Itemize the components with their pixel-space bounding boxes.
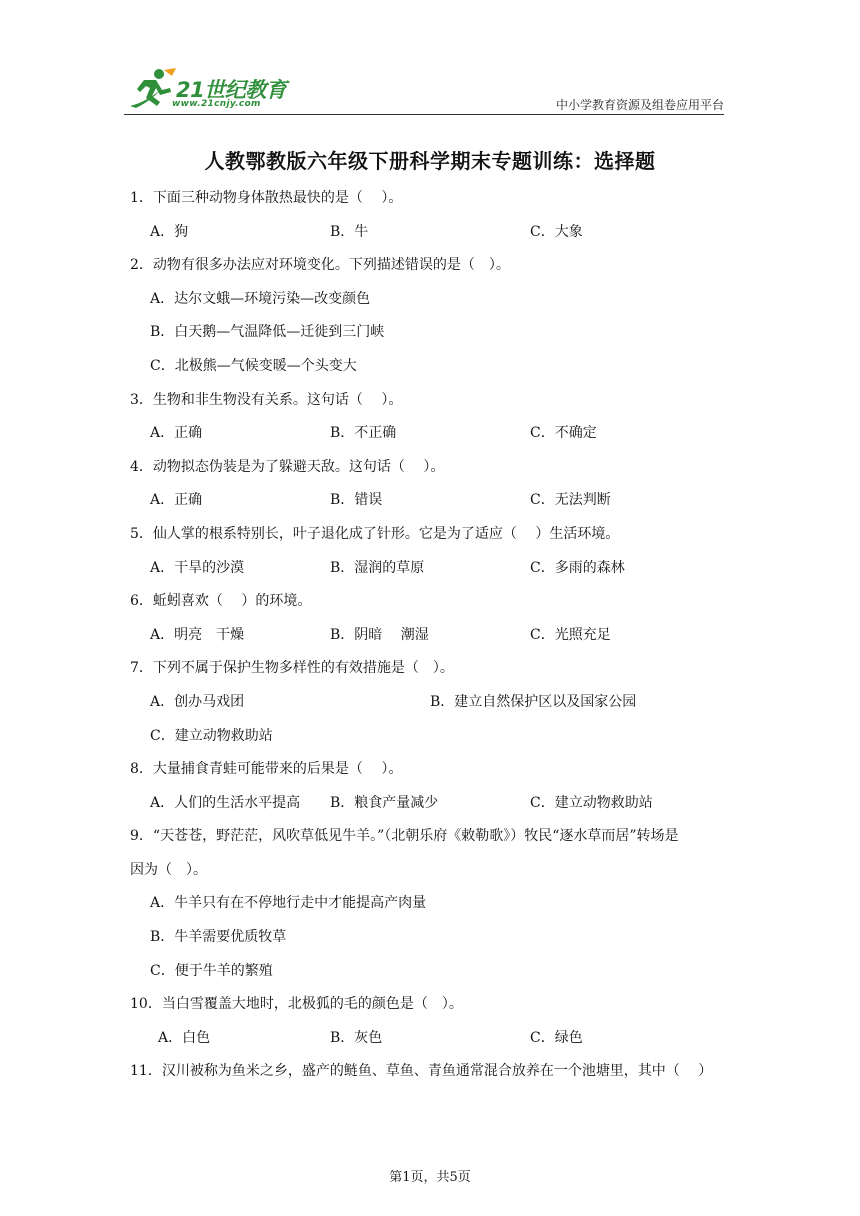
option-c: C．便于牛羊的繁殖 [150,962,273,979]
option-a: A．正确 [150,492,203,509]
question-options [130,623,740,657]
question-stem: 9．“天苍苍，野茫茫，风吹草低见牛羊。”（北朝乐府《敕勒歌》）牧民“逐水草而居”转场是 [130,828,679,845]
option-a: A．正确 [150,425,203,442]
question-options [130,220,740,254]
option-a: A．白色 [158,1029,211,1046]
option-a: A．干旱的沙漠 [150,559,245,576]
question-list [130,186,740,1093]
question-stem: 10．当白雪覆盖大地时，北极狐的毛的颜色是（ ）。 [130,996,463,1013]
question-options [130,791,740,825]
header-divider [124,114,724,115]
option-c: C．光照充足 [530,626,611,643]
question-options [130,690,740,724]
page-title: 人教鄂教版六年级下册科学期末专题训练：选择题 [204,149,656,173]
question-options [130,421,740,455]
question-stem: 5．仙人掌的根系特别长，叶子退化成了针形。它是为了适应（ ）生活环境。 [130,525,620,542]
page-header [124,62,724,114]
option-c: C．不确定 [530,425,597,442]
option-c: C．绿色 [530,1029,583,1046]
option-c: C．无法判断 [530,492,611,509]
question-stem: 1．下面三种动物身体散热最快的是（ ）。 [130,190,403,206]
option-b: B．灰色 [330,1029,383,1046]
option-b: B．建立自然保护区以及国家公园 [430,693,637,710]
option-a: A．狗 [150,223,189,240]
runner-logo-icon [126,66,178,110]
question-stem: 11．汉川被称为鱼米之乡，盛产的鲢鱼、草鱼、青鱼通常混合放养在一个池塘里，其中（ ） [130,1063,713,1080]
question-stem: 4．动物拟态伪装是为了躲避天敌。这句话（ ）。 [130,458,445,475]
option-c: C．建立动物救助站 [150,727,273,744]
question-options [130,488,740,522]
question-stem: 6．蚯蚓喜欢（ ）的环境。 [130,593,312,610]
logo-text: 21世纪教育 [176,78,287,102]
question-stem: 2．动物有很多办法应对环境变化。下列描述错误的是（ ）。 [130,257,510,274]
page-footer: 第1页，共5页 [389,1170,471,1185]
option-b: B．湿润的草原 [330,559,425,576]
option-a: A．创办马戏团 [150,693,245,710]
option-b: B．错误 [330,492,383,509]
option-c: C．多雨的森林 [530,559,625,576]
option-c: C．大象 [530,223,583,240]
option-c: C．北极熊—气候变暖—个头变大 [150,357,357,374]
question-options [130,1026,740,1060]
platform-name: 中小学教育资源及组卷应用平台 [555,98,724,112]
question-stem-continued: 因为（ ）。 [130,861,207,878]
logo-url: www.21cnjy.com [172,99,261,109]
option-a: A．明亮 干燥 [150,626,245,643]
question-stem: 3．生物和非生物没有关系。这句话（ ）。 [130,391,403,408]
question-stem: 8．大量捕食青蛙可能带来的后果是（ ）。 [130,761,403,778]
option-b: B．牛 [330,223,369,240]
option-a: A．人们的生活水平提高 [150,794,301,811]
option-b: B．阴暗 潮湿 [330,626,429,643]
option-b: B．白天鹅—气温降低—迁徙到三门峡 [150,324,385,341]
question-stem: 7．下列不属于保护生物多样性的有效措施是（ ）。 [130,660,454,677]
option-a: A．达尔文蛾—环境污染—改变颜色 [150,290,371,307]
option-b: B．不正确 [330,425,397,442]
option-b: B．牛羊需要优质牧草 [150,929,287,946]
option-c: C．建立动物救助站 [530,794,653,811]
option-a: A．牛羊只有在不停地行走中才能提高产肉量 [150,895,427,912]
question-options [130,556,740,590]
logo [124,62,294,114]
option-b: B．粮食产量减少 [330,794,439,811]
